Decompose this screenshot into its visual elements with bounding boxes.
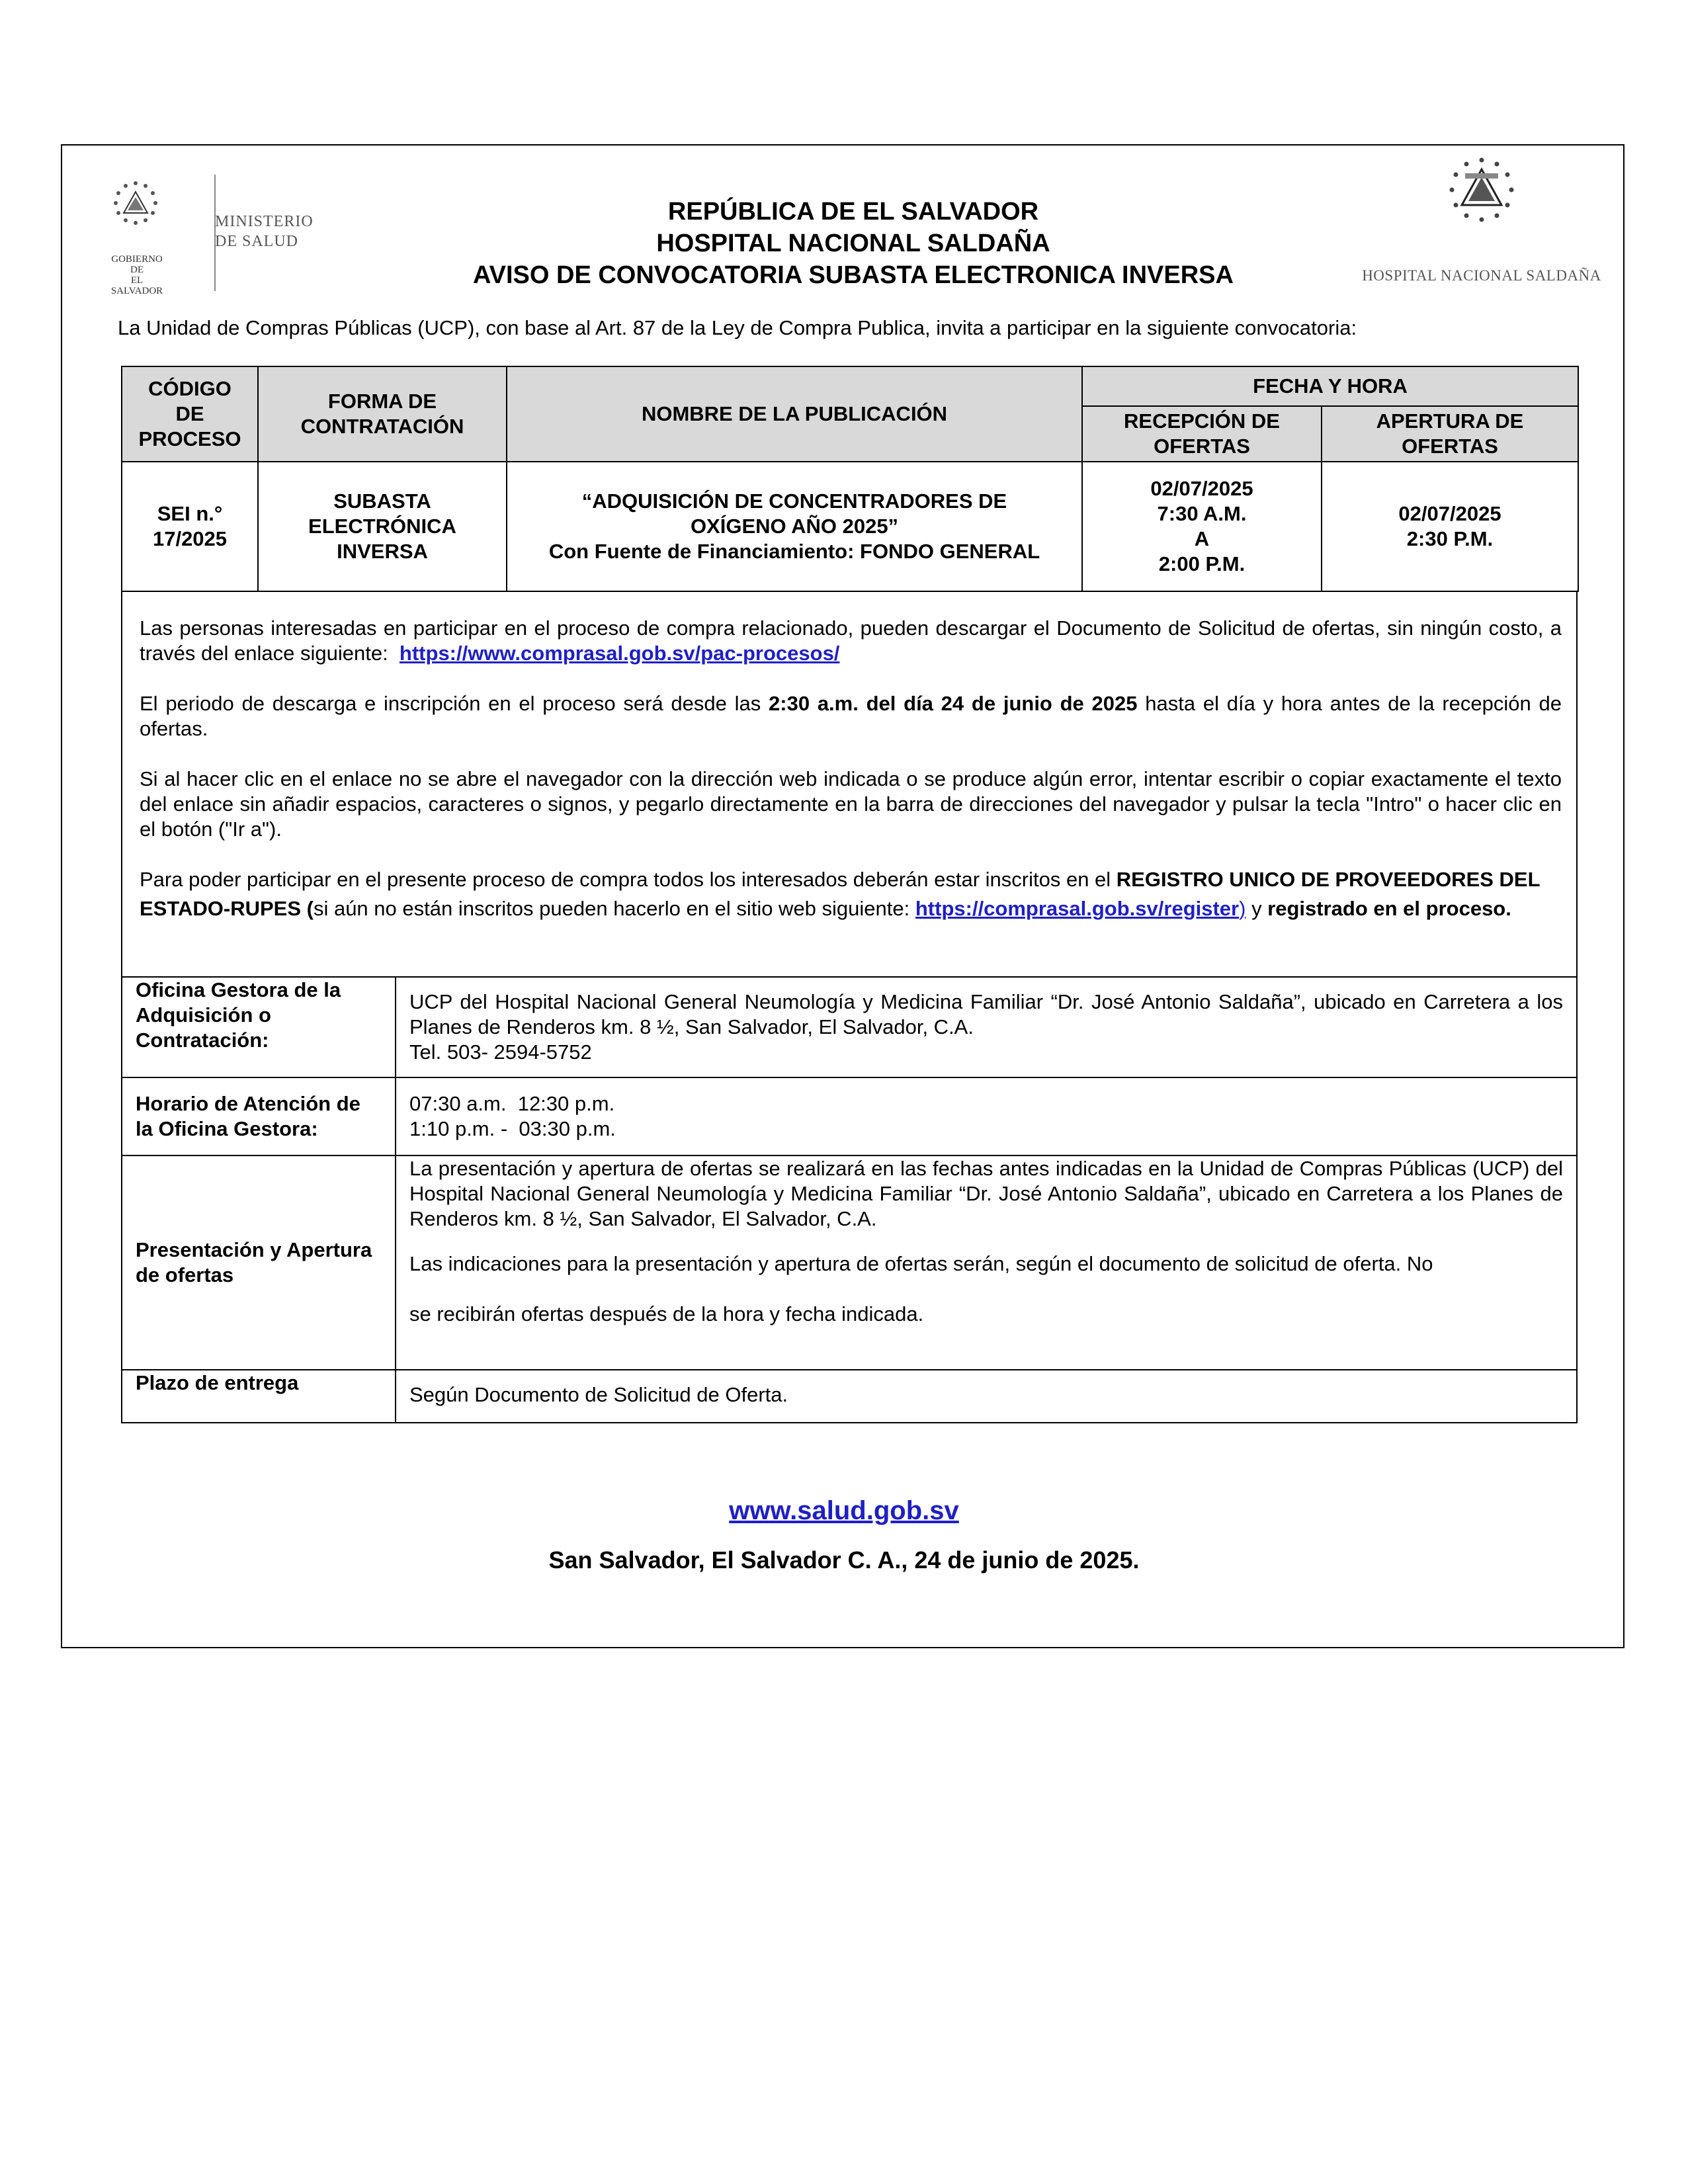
value-horario: 07:30 a.m. 12:30 p.m. 1:10 p.m. - 03:30 p.m.	[396, 1077, 1577, 1155]
details-row-horario	[122, 1077, 1577, 1155]
info-paragraph-1: Las personas interesadas en participar en el proceso de compra relacionado, pueden descargar el Documento de Solicitud de ofertas, sin ningún costo, a través del enlace siguiente: https://www.comprasal.gob.sv/pac-procesos/	[140, 616, 1562, 665]
info-paragraph-3: Si al hacer clic en el enlace no se abre el navegador con la dirección web indicada o se produce algún error, intentar escribir o copiar exactamente el texto del enlace sin añadir espacios, caracteres o signos, y pegarlo directamente en la barra de direcciones del navegador y pulsar la tecla "Intro" o hacer clic en el botón ("Ir a").	[140, 767, 1562, 841]
header-fecha-hora: FECHA Y HORA	[1082, 366, 1578, 406]
title-line1: REPÚBLICA DE EL SALVADOR	[667, 198, 1039, 226]
header-codigo: CÓDIGO DE PROCESO	[122, 366, 258, 462]
details-row-plazo	[122, 1370, 1577, 1423]
hospital-emblem-icon	[1356, 153, 1607, 259]
info-section	[121, 591, 1578, 978]
ministry-line1: MINISTERIO	[215, 213, 314, 230]
document-title	[370, 196, 1336, 291]
label-oficina: Oficina Gestora de la Adquisición o Contratación:	[122, 977, 396, 1077]
cell-apertura: 02/07/2025 2:30 P.M.	[1322, 462, 1578, 591]
gov-line2: EL SALVADOR	[110, 275, 163, 296]
comprasal-register-link[interactable]: https://comprasal.gob.sv/register	[915, 897, 1240, 920]
hospital-logo-name: HOSPITAL NACIONAL SALDAÑA	[1362, 267, 1601, 284]
hospital-logo	[1356, 153, 1607, 296]
header-nombre: NOMBRE DE LA PUBLICACIÓN	[507, 366, 1082, 462]
header-row	[122, 366, 1578, 406]
process-table	[121, 366, 1579, 592]
ministry-line2: DE SALUD	[215, 233, 298, 250]
cell-codigo: SEI n.° 17/2025	[122, 462, 258, 591]
header-apertura: APERTURA DE OFERTAS	[1322, 406, 1578, 462]
value-oficina: UCP del Hospital Nacional General Neumología y Medicina Familiar “Dr. José Antonio Saldaña”, ubicado en Carretera a los Planes de Renderos km. 8 ½, San Salvador, El Salvador, C.A. Tel. 503- 2594-5752	[396, 977, 1577, 1077]
info-paragraph-2: El periodo de descarga e inscripción en el proceso será desde las 2:30 a.m. del día 24 de junio de 2025 hasta el día y hora antes de la recepción de ofertas.	[140, 692, 1562, 740]
intro-text: La Unidad de Compras Públicas (UCP), con base al Art. 87 de la Ley de Compra Publica, invita a participar en la siguiente convocatoria:	[118, 316, 1357, 339]
info-paragraph-4: Para poder participar en el presente proceso de compra todos los interesados deberán estar inscritos en el REGISTRO UNICO DE PROVEEDORES DEL ESTADO-RUPES (si aún no están inscritos pueden hacerlo en el sitio web siguiente: https://comprasal.gob.sv/register) y registrado en el proceso.	[140, 868, 1540, 920]
header-recepcion: RECEPCIÓN DE OFERTAS	[1082, 406, 1322, 462]
cell-nombre: “ADQUISICIÓN DE CONCENTRADORES DE OXÍGENO AÑO 2025” Con Fuente de Financiamiento: FONDO GENERAL	[507, 462, 1082, 591]
label-plazo: Plazo de entrega	[122, 1370, 396, 1423]
gov-line1: GOBIERNO DE	[111, 254, 163, 275]
cell-recepcion: 02/07/2025 7:30 A.M. A 2:00 P.M.	[1082, 462, 1322, 591]
details-table	[121, 976, 1578, 1423]
details-row-presentacion	[122, 1155, 1577, 1370]
ministerio-salud-logo	[109, 173, 334, 296]
title-line3: AVISO DE CONVOCATORIA SUBASTA ELECTRONICA INVERSA	[473, 261, 1234, 289]
table-row	[122, 462, 1578, 591]
cell-forma: SUBASTA ELECTRÓNICA INVERSA	[258, 462, 507, 591]
value-plazo: Según Documento de Solicitud de Oferta.	[396, 1370, 1577, 1423]
salud-website-link[interactable]: www.salud.gob.sv	[729, 1496, 959, 1525]
label-presentacion: Presentación y Apertura de ofertas	[122, 1155, 396, 1370]
label-horario: Horario de Atención de la Oficina Gestora:	[122, 1077, 396, 1155]
footer-date: San Salvador, El Salvador C. A., 24 de junio de 2025.	[548, 1546, 1140, 1574]
comprasal-procesos-link[interactable]: https://www.comprasal.gob.sv/pac-procesos/	[399, 642, 840, 665]
details-row-oficina	[122, 977, 1577, 1077]
header-forma: FORMA DE CONTRATACIÓN	[258, 366, 507, 462]
value-presentacion: La presentación y apertura de ofertas se realizará en las fechas antes indicadas en la Unidad de Compras Públicas (UCP) del Hospital Nacional General Neumología y Medicina Familiar “Dr. José Antonio Saldaña”, ubicado en Carretera a los Planes de Renderos km. 8 ½, San Salvador, El Salvador, C.A. Las indicaciones para la presentación y apertura de ofertas serán, según el documento de solicitud de oferta. No se recibirán ofertas después de la hora y fecha indicada.	[396, 1155, 1577, 1370]
title-line2: HOSPITAL NACIONAL SALDAÑA	[656, 230, 1050, 257]
